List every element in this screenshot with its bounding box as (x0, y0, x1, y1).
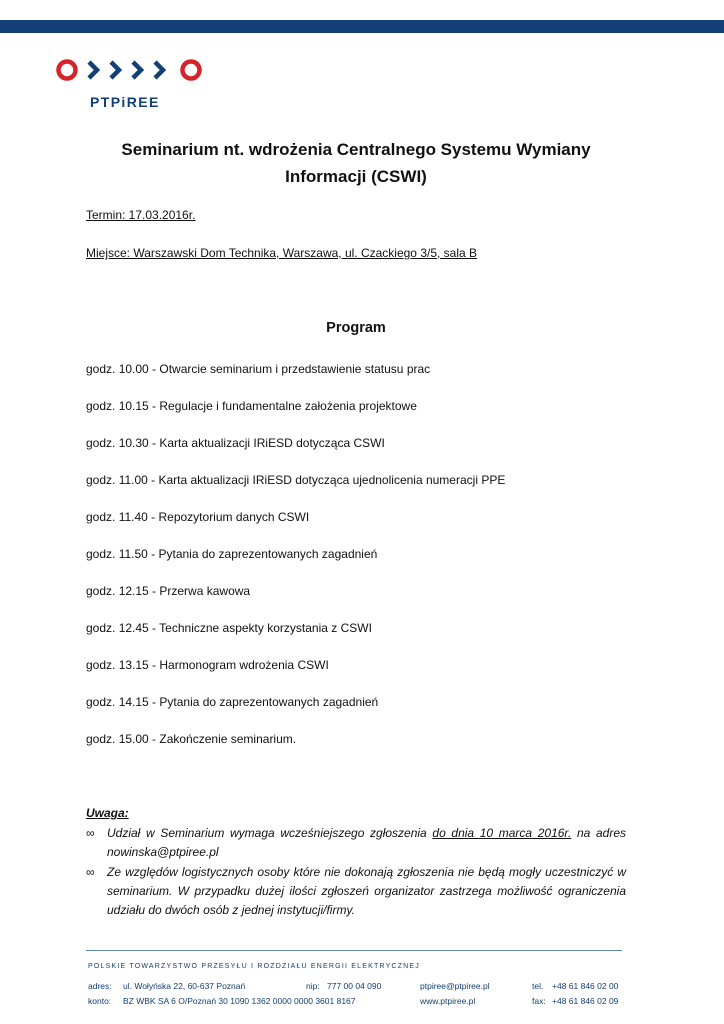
schedule-item: godz. 10.00 - Otwarcie seminarium i przedstawienie statusu prac (86, 362, 431, 376)
logo-wordmark: PTPiREE (90, 94, 160, 110)
infinity-bullet-icon: ∞ (86, 865, 95, 879)
footer-nip: 777 00 04 090 (327, 981, 382, 991)
schedule-item: godz. 11.50 - Pytania do zaprezentowanych zagadnień (86, 547, 378, 561)
footer-divider (86, 950, 622, 951)
title-line-1: Seminarium nt. wdrożenia Centralnego Systemu Wymiany (121, 140, 591, 159)
event-date: Termin: 17.03.2016r. (86, 208, 196, 222)
footer-address-label: adres: (88, 981, 112, 991)
footer-email: ptpiree@ptpiree.pl (420, 981, 490, 991)
note-deadline: do dnia 10 marca 2016r. (432, 826, 572, 840)
footer-address: ul. Wołyńska 22, 60-637 Poznań (123, 981, 246, 991)
event-place: Miejsce: Warszawski Dom Technika, Warszawa, ul. Czackiego 3/5, sala B (86, 246, 478, 260)
note-text-part: Udział w Seminarium wymaga wcześniejszego zgłoszenia (107, 826, 433, 840)
footer-tel-label: tel. (532, 981, 544, 991)
schedule-item: godz. 13.15 - Harmonogram wdrożenia CSWI (86, 658, 329, 672)
schedule-item: godz. 15.00 - Zakończenie seminarium. (86, 732, 297, 746)
note-heading: Uwaga: (86, 806, 129, 820)
note-text (107, 824, 626, 862)
note-text-part: na adres nowinska@ptpiree.pl (107, 826, 626, 859)
logo-chevron (111, 62, 119, 78)
logo-chevron (133, 62, 141, 78)
schedule-item: godz. 11.00 - Karta aktualizacji IRiESD dotycząca ujednolicenia numeracji PPE (86, 473, 506, 487)
logo-right-ring (183, 62, 200, 79)
footer-account-label: konto: (88, 996, 112, 1006)
schedule-item: godz. 12.15 - Przerwa kawowa (86, 584, 251, 598)
logo-chevron (155, 62, 163, 78)
program-heading: Program (326, 320, 386, 336)
top-brand-bar (0, 20, 724, 33)
footer-fax-label: fax: (532, 996, 546, 1006)
schedule-item: godz. 11.40 - Repozytorium danych CSWI (86, 510, 310, 524)
footer-tel: +48 61 846 02 00 (552, 981, 619, 991)
note-item (86, 824, 626, 862)
schedule-item: godz. 12.45 - Techniczne aspekty korzystania z CSWI (86, 621, 372, 635)
logo-chevron (89, 62, 97, 78)
schedule-item: godz. 10.30 - Karta aktualizacji IRiESD dotycząca CSWI (86, 436, 385, 450)
note-text: Ze względów logistycznych osoby które nie dokonają zgłoszenia nie będą mogły uczestniczyć w seminarium. W przypadku dużej ilości zgłoszeń organizator zastrzega możliwość ograniczenia udziału do dwóch osób z jednej instytucji/firmy. (107, 865, 626, 917)
footer-nip-label: nip: (306, 981, 320, 991)
footer-fax: +48 61 846 02 09 (552, 996, 619, 1006)
schedule-item: godz. 14.15 - Pytania do zaprezentowanych zagadnień (86, 695, 379, 709)
infinity-bullet-icon: ∞ (86, 826, 95, 840)
footer-account: BZ WBK SA 6 O/Poznań 30 1090 1362 0000 0000 3601 8167 (123, 996, 356, 1006)
schedule-item: godz. 10.15 - Regulacje i fundamentalne założenia projektowe (86, 399, 417, 413)
logo-left-ring (59, 62, 76, 79)
document-title (86, 136, 626, 190)
title-line-2: Informacji (CSWI) (285, 167, 427, 186)
note-item (86, 863, 626, 920)
footer-website: www.ptpiree.pl (420, 996, 476, 1006)
footer-organization: POLSKIE TOWARZYSTWO PRZESYŁU I ROZDZIAŁU ENERGII ELEKTRYCZNEJ (88, 963, 420, 970)
